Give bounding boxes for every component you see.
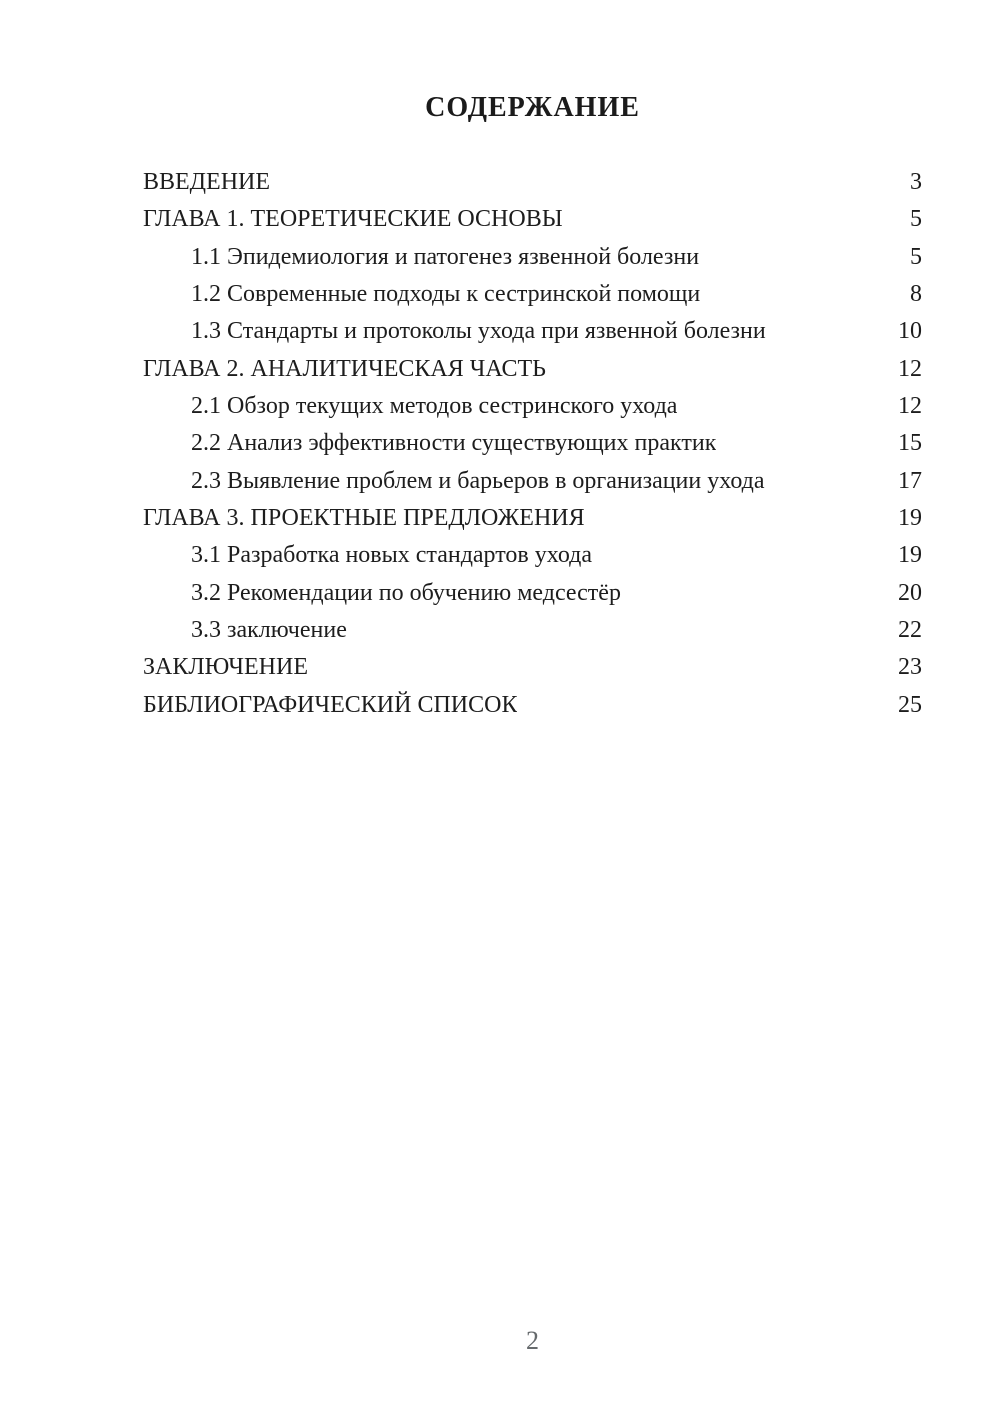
toc-entry-label: 1.1 Эпидемиология и патогенез язвенной болезни	[191, 243, 700, 270]
toc-entry	[143, 164, 922, 201]
toc-entry-label: 2.3 Выявление проблем и барьеров в организации ухода	[191, 467, 765, 494]
toc-entry-label: ВВЕДЕНИЕ	[143, 169, 271, 195]
toc-entry	[143, 463, 922, 500]
toc-entry-label: ЗАКЛЮЧЕНИЕ	[143, 654, 308, 681]
toc-entry	[143, 425, 922, 462]
toc-entry-page: 5	[910, 206, 922, 233]
footer-page-number: 2	[526, 1326, 539, 1355]
toc-entry-page: 22	[898, 616, 922, 643]
toc-entry	[143, 276, 922, 313]
toc-entry	[143, 687, 922, 724]
toc-entry-label: ГЛАВА 1. ТЕОРЕТИЧЕСКИЕ ОСНОВЫ	[143, 206, 563, 233]
toc-entry-label: 2.1 Обзор текущих методов сестринского ухода	[191, 392, 678, 419]
toc-entry-page: 8	[910, 280, 922, 307]
toc-entry	[143, 239, 922, 276]
toc-entry-page: 20	[898, 579, 922, 606]
toc-entry-label: 3.1 Разработка новых стандартов ухода	[191, 542, 593, 569]
toc-entry-label: 1.3 Стандарты и протоколы ухода при язвенной болезни	[191, 318, 766, 345]
toc-entry	[143, 313, 922, 350]
toc-entry	[143, 649, 922, 686]
toc-entry-page: 17	[898, 467, 922, 494]
toc-entry-label: 3.3 заключение	[191, 616, 347, 643]
toc-entry-page: 12	[898, 392, 922, 419]
toc-entry	[143, 201, 922, 238]
toc-entry-label: 3.2 Рекомендации по обучению медсестёр	[191, 579, 621, 606]
toc-entry-page: 19	[898, 542, 922, 569]
toc-entry	[143, 500, 922, 537]
toc-entry-label: БИБЛИОГРАФИЧЕСКИЙ СПИСОК	[143, 691, 518, 718]
table-of-contents	[143, 164, 922, 724]
toc-entry-label: 1.2 Современные подходы к сестринской помощи	[191, 280, 701, 307]
page-title: СОДЕРЖАНИЕ	[425, 92, 640, 123]
toc-entry-page: 23	[898, 654, 922, 681]
toc-entry-page: 5	[910, 243, 922, 270]
toc-entry-label: 2.2 Анализ эффективности существующих практик	[191, 430, 717, 457]
toc-entry	[143, 388, 922, 425]
toc-entry-label: ГЛАВА 3. ПРОЕКТНЫЕ ПРЕДЛОЖЕНИЯ	[143, 504, 585, 531]
toc-entry-page: 15	[898, 430, 922, 457]
toc-entry	[143, 351, 922, 388]
toc-entry-page: 25	[898, 691, 922, 718]
toc-entry	[143, 612, 922, 649]
toc-entry-page: 10	[898, 318, 922, 345]
toc-entry	[143, 575, 922, 612]
toc-entry-page: 12	[898, 355, 922, 382]
toc-entry-page: 3	[910, 169, 922, 195]
toc-entry-page: 19	[898, 504, 922, 531]
toc-entry	[143, 537, 922, 574]
toc-entry-label: ГЛАВА 2. АНАЛИТИЧЕСКАЯ ЧАСТЬ	[143, 355, 546, 382]
